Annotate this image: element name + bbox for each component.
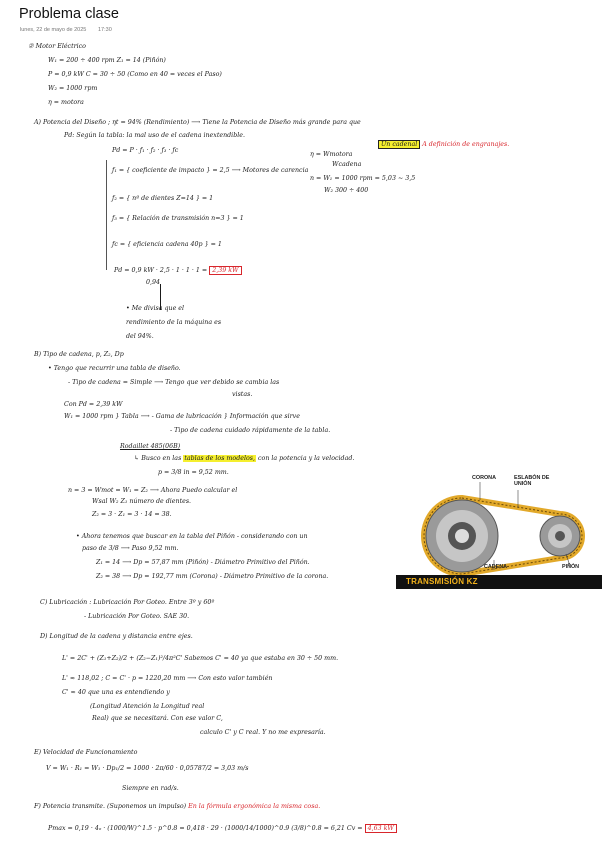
length-result: L' ≈ 118,02 ; C = C' · p = 1220,20 mm ⟶ Con esto valor también (62, 675, 273, 682)
factor-f1: ƒ₁ = { coeficiente de impacto } = 2,5 ⟶ Motores de carencia (112, 167, 309, 174)
section-b-search-text: ↳ Busco en las (134, 455, 182, 462)
label-cadena: CADENA (484, 564, 508, 570)
chain-transmission-figure (420, 470, 602, 590)
given-line-1: W₁ = 200 ÷ 400 rpm Z₁ = 14 (Piñón) (48, 57, 166, 64)
section-f-heading-text: F) Potencia transmite. (Suponemos un impulso) (34, 803, 187, 810)
note-a-3: del 94%. (126, 333, 154, 340)
figure-banner (396, 575, 602, 589)
section-f-heading-note: En la fórmula ergonómica la misma cosa. (188, 803, 321, 810)
eta-denominator: Wcadena (332, 161, 362, 168)
page-title: Problema clase (19, 6, 119, 22)
section-b-search-highlight: tablas de los modelos, (184, 455, 255, 462)
label-eslabon: ESLABÓN DE UNIÓN (514, 475, 550, 488)
figure-banner-text: TRANSMISIÓN KZ (406, 577, 478, 586)
velocity-formula: V = W₁ · R₁ = W₁ · Dp₁/2 = 1000 · 2π/60 · 0,05787/2 = 3,03 m/s (46, 765, 249, 772)
side-note-chain-tag: Un cadenal (378, 140, 420, 149)
section-b-line-4: vistas. (232, 391, 253, 398)
dp-crown: Z₂ = 38 ⟶ Dp = 192,77 mm (Corona) - Diámetro Primitivo de la corona. (96, 573, 329, 580)
bracket-line (106, 160, 107, 270)
note-a-2: rendimiento de la máquina es (126, 319, 222, 326)
section-d-line-5: (Longitud Atención la Longitud real (90, 703, 205, 710)
pd-denominator: 0,94 (146, 279, 161, 286)
n-ratio-denominator: W₂ 300 ÷ 400 (324, 187, 369, 194)
z2-calc: Z₂ = 3 · Z₁ = 3 · 14 = 38. (92, 511, 172, 518)
velocity-note: Siempre en rad/s. (122, 785, 179, 792)
side-note-chain (378, 142, 509, 149)
ratio-eq: n = 3 = Wmot = W₁ = Z₂ ⟶ Ahora Puedo calcular el (68, 487, 238, 494)
section-d-line-6: Real) que se necesitará. Con ese valor C, (92, 715, 223, 722)
section-b-heading: B) Tipo de cadena, p, Z₂, Dp (34, 351, 124, 358)
section-b-line-6: W₁ = 1000 rpm } Tabla ⟶ - Gama de lubricación } Información que sirve (64, 413, 300, 420)
section-d-line-7: calculo C' y C real. Y no me expresaría. (200, 729, 326, 736)
pd-calc-expr: Pd = 0,9 kW · 2,5 · 1 · 1 · 1 = (114, 267, 208, 274)
pitch-value: p = 3/8 in = 9,52 mm. (158, 469, 229, 476)
pmax-formula (48, 826, 397, 833)
section-b-line-5: Con Pd = 2,39 kW (64, 401, 123, 408)
side-note-chain-desc: A definición de engranajes. (422, 141, 510, 148)
section-c-heading: C) Lubricación : Lubricación Por Goteo. Entre 3º y 60º (40, 599, 215, 606)
factor-f2: ƒ₂ = { nº de dientes Z=14 } = 1 (112, 195, 214, 202)
n-ratio: n = W₁ = 1000 rpm = 5,03 ~ 3,5 (310, 175, 416, 182)
given-line-4: η = motora (48, 99, 84, 106)
pd-result: 2,39 kW (209, 266, 241, 275)
label-corona: CORONA (472, 475, 496, 481)
given-line-3: W₂ = 1000 rpm (48, 85, 98, 92)
dp-pinion: Z₁ = 14 ⟶ Dp = 57,87 mm (Piñón) - Diámetro Primitivo del Piñón. (96, 559, 310, 566)
pmax-result: 4,63 kW (365, 824, 397, 833)
section-f-heading (34, 804, 320, 811)
section-b-line-7: - Tipo de cadena cuidado rápidamente de la tabla. (170, 427, 331, 434)
factor-f3: ƒ₃ = { Relación de transmisión n=3 } = 1 (112, 215, 244, 222)
length-formula: L' = 2C' + (Z₁+Z₂)/2 + (Z₂−Z₁)²/4π²C' Sabemos C' = 40 ya que estaba en 30 ÷ 50 mm. (62, 655, 339, 662)
note-a-1: • Me divisa que el (126, 305, 185, 312)
section-b-search-rest: con la potencia y la velocidad. (258, 455, 355, 462)
section-b-line-14: • Ahora tenemos que buscar en la tabla del Piñón - considerando con un (76, 533, 308, 540)
motor-heading: ② Motor Eléctrico (28, 43, 86, 50)
note-time: 17:30 (98, 27, 112, 33)
chain-drawing (420, 470, 602, 590)
section-b-line-15: paso de 3/8 ⟶ Paso 9,52 mm. (82, 545, 179, 552)
rodaillet-ref: Rodaillet 485(06B) (120, 443, 181, 450)
note-date: lunes, 22 de mayo de 2025 (20, 27, 87, 33)
factor-fc: ƒc = { eficiencia cadena 40p } = 1 (112, 241, 222, 248)
eta-formula: η = Wmotora (310, 151, 353, 158)
pd-calc (114, 268, 242, 275)
label-pinon: PIÑÓN (562, 564, 580, 570)
section-b-line-2: • Tengo que recurrir una tabla de diseño. (48, 365, 181, 372)
section-b-search (134, 456, 354, 463)
ratio-eq-denominators: Wsal W₂ Z₁ número de dientes. (92, 498, 192, 505)
section-b-line-3: - Tipo de cadena = Simple ⟶ Tengo que ver debido se cambia las (68, 379, 280, 386)
section-a-heading: A) Potencia del Diseño ; ηt = 94% (Rendimiento) ⟶ Tiene la Potencia de Diseño más grande para que (34, 119, 361, 126)
pmax-formula-expr: Pmax = 0,19 · 4ₒ · (1000/W)^1.5 · p^0.8 = 0,418 · 29 · (1000/14/1000)^0.9 (3/8)^0.8 = 6,21 Cv = (48, 825, 363, 832)
section-c-line-2: - Lubricación Por Goteo. SAE 30. (84, 613, 190, 620)
formula-pd: Pd = P · ƒ₁ · ƒ₂ · ƒ₃ · ƒc (112, 147, 179, 154)
section-a-line-2: Pd: Según la tabla: la mal uso de el cadena inextendible. (64, 132, 245, 139)
section-d-heading: D) Longitud de la cadena y distancia entre ejes. (40, 633, 193, 640)
given-line-2: P = 0,9 kW C = 30 ÷ 50 (Como en 40 = veces el Paso) (48, 71, 222, 78)
section-d-line-4: C' ≈ 40 que una es entendiendo y (62, 689, 170, 696)
section-e-heading: E) Velocidad de Funcionamiento (34, 749, 138, 756)
